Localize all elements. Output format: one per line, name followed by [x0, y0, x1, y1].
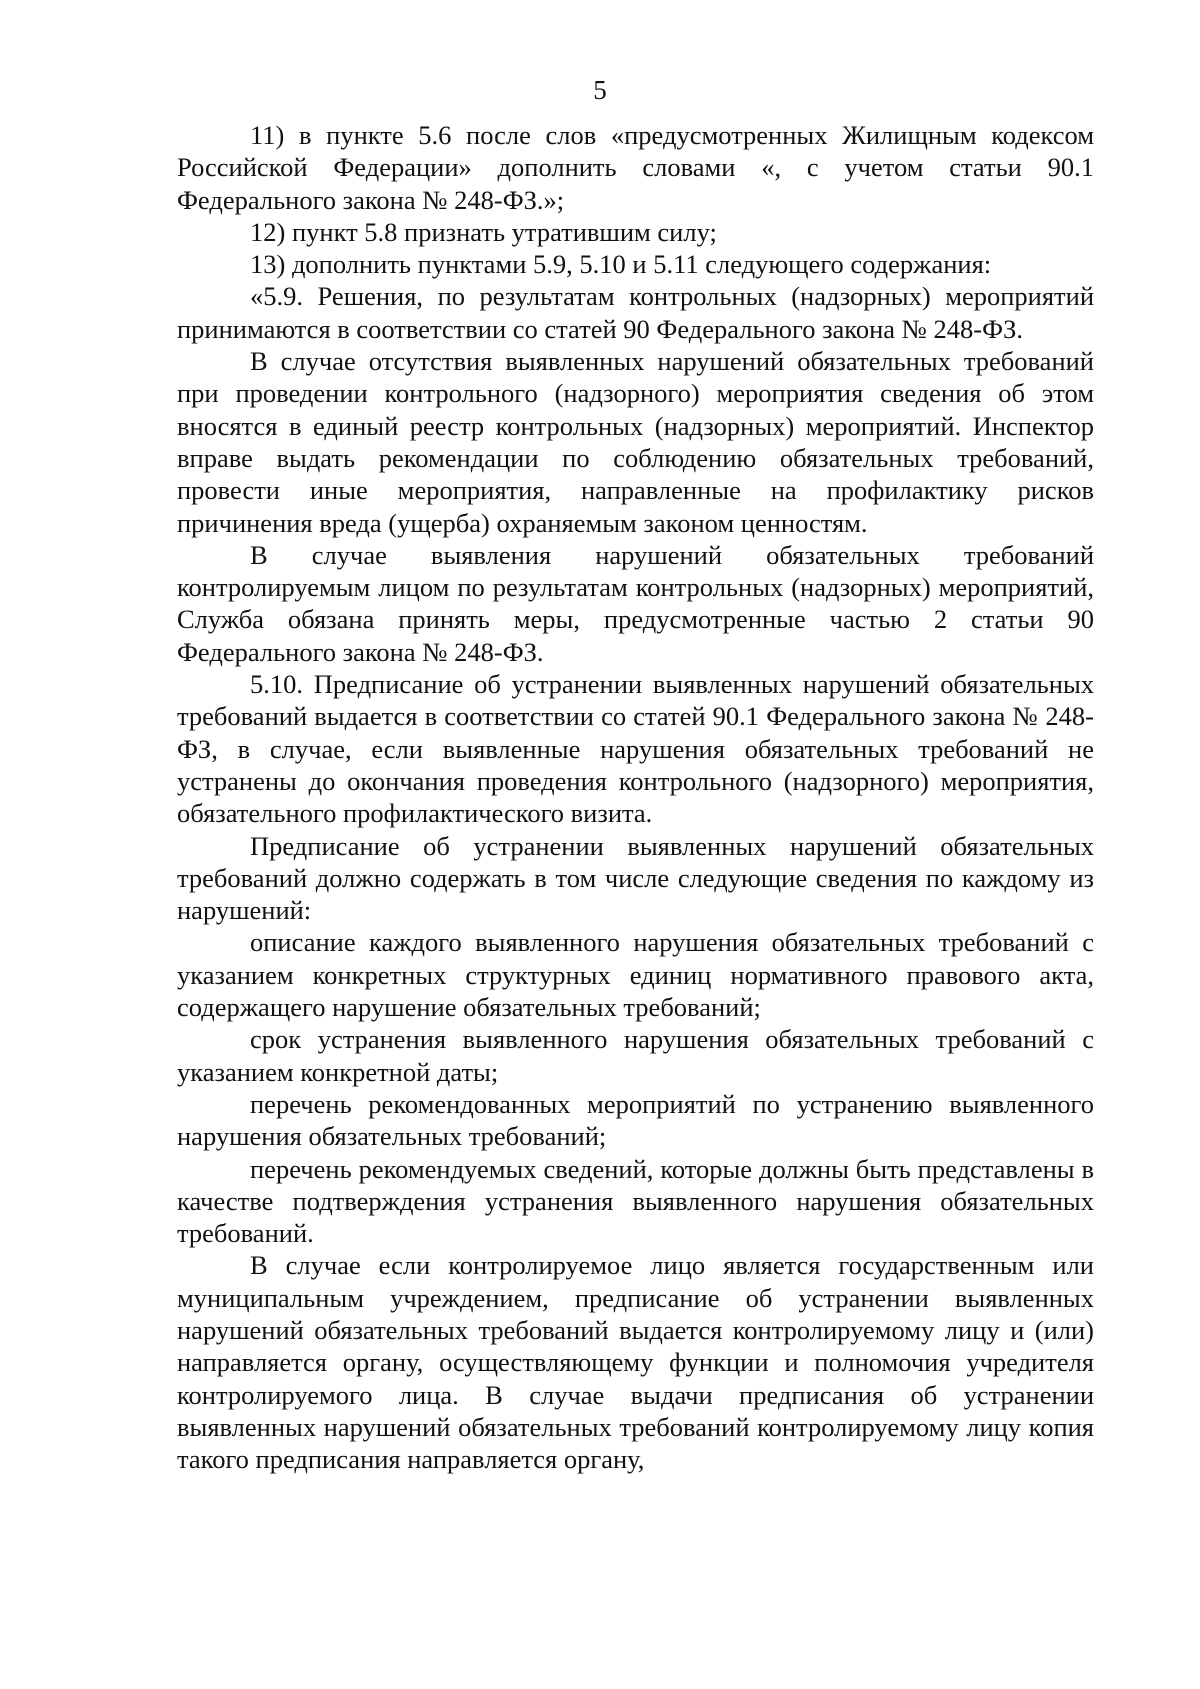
- paragraph: описание каждого выявленного нарушения обязательных требований с указанием конкретных структурных единиц нормативного правового акта, содержащего нарушение обязательных требований;: [177, 927, 1094, 1023]
- paragraph: 5.10. Предписание об устранении выявленных нарушений обязательных требований выдается в соответствии со статей 90.1 Федерального закона № 248-ФЗ, в случае, если выявленные нарушения обязательных требований не устранены до окончания проведения контрольного (надзорного) мероприятия, обязательного профилактического визита.: [177, 669, 1094, 829]
- paragraph: перечень рекомендуемых сведений, которые должны быть представлены в качестве подтверждения устранения выявленного нарушения обязательных требований.: [177, 1153, 1094, 1249]
- paragraph: «5.9. Решения, по результатам контрольных (надзорных) мероприятий принимаются в соответствии со статей 90 Федерального закона № 248-ФЗ.: [177, 281, 1094, 344]
- paragraph: В случае выявления нарушений обязательных требований контролируемым лицом по результатам контрольных (надзорных) мероприятий, Служба обязана принять меры, предусмотренные частью 2 статьи 90 Федерального закона № 248-ФЗ.: [177, 539, 1094, 667]
- page-number: 5: [593, 75, 607, 105]
- paragraph: перечень рекомендованных мероприятий по устранению выявленного нарушения обязательных требований;: [177, 1088, 1094, 1152]
- paragraph: В случае отсутствия выявленных нарушений обязательных требований при проведении контрольного (надзорного) мероприятия сведения об этом вносятся в единый реестр контрольных (надзорных) мероприятий. Инспектор вправе выдать рекомендации по соблюдению обязательных требований, провести иные мероприятия, направленные на профилактику рисков причинения вреда (ущерба) охраняемым законом ценностям.: [177, 346, 1094, 538]
- paragraph: 11) в пункте 5.6 после слов «предусмотренных Жилищным кодексом Российской Федерации» дополнить словами «, с учетом статьи 90.1 Федерального закона № 248-ФЗ.»;: [177, 120, 1094, 215]
- paragraph: 12) пункт 5.8 признать утратившим силу;: [250, 216, 717, 247]
- paragraph: В случае если контролируемое лицо является государственным или муниципальным учреждением, предписание об устранении выявленных нарушений обязательных требований выдается контролируемому лицу и (или) направляется органу, осуществляющему функции и полномочия учредителя контролируемого лица. В случае выдачи предписания об устранении выявленных нарушений обязательных требований контролируемому лицу копия такого предписания направляется органу,: [177, 1250, 1094, 1475]
- paragraph: срок устранения выявленного нарушения обязательных требований с указанием конкретной даты;: [177, 1024, 1094, 1087]
- paragraph: 13) дополнить пунктами 5.9, 5.10 и 5.11 следующего содержания:: [250, 249, 992, 280]
- paragraph: Предписание об устранении выявленных нарушений обязательных требований должно содержать в том числе следующие сведения по каждому из нарушений:: [177, 830, 1094, 926]
- document-body: [177, 119, 1094, 1475]
